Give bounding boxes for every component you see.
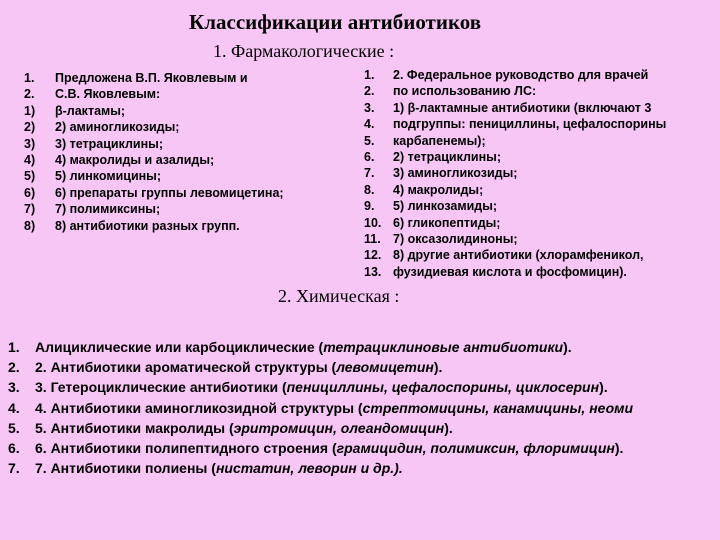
list-item	[8, 418, 633, 438]
item-number: 5.	[8, 419, 20, 436]
item-text: 8) антибиотики разных групп.	[55, 218, 240, 233]
item-text: 5) линкозамиды;	[393, 199, 498, 214]
item-number: 11.	[364, 232, 381, 247]
list-item	[8, 398, 633, 418]
list-item	[24, 103, 284, 119]
list-item	[364, 165, 666, 181]
list-item	[364, 215, 666, 231]
item-text-regular: 7. Антибиотики полиены (	[35, 460, 216, 477]
list-item	[364, 182, 666, 198]
item-number: 12.	[364, 248, 382, 263]
item-text-regular: 4. Антибиотики аминогликозидной структуры (	[35, 399, 363, 416]
list-item	[364, 67, 666, 83]
item-text: 5) линкомицины;	[55, 169, 162, 184]
item-text-end: ).	[614, 440, 624, 457]
item-text-regular: 5. Антибиотики макролиды (	[35, 419, 234, 436]
item-text-regular: Алициклические или карбоциклические (	[35, 339, 324, 355]
list-item	[24, 119, 284, 135]
list-item	[364, 133, 666, 149]
list-item	[364, 264, 666, 280]
item-text-regular: 3. Гетероциклические антибиотики (	[35, 379, 287, 396]
item-text: 1) β-лактамные антибиотики (включают 3	[393, 100, 652, 115]
list-item	[364, 247, 666, 263]
item-text	[35, 377, 608, 397]
item-text-italic: стрептомицины, канамицины, неоми	[362, 399, 634, 416]
item-number: 6)	[24, 185, 36, 200]
item-text-italic: эритромицин, олеандомицин	[233, 419, 445, 436]
item-number: 2.	[364, 84, 375, 99]
item-number: 3.	[8, 379, 20, 396]
list-item	[24, 218, 284, 234]
list-item	[8, 377, 633, 397]
item-number: 3)	[24, 136, 36, 151]
item-text: фузидиевая кислота и фосфомицин).	[393, 264, 627, 279]
list-item	[364, 83, 666, 99]
item-text: 4) макролиды и азалиды;	[55, 153, 215, 168]
item-number: 1)	[24, 103, 36, 118]
item-text: по использованию ЛС:	[393, 84, 537, 99]
item-text: 6) гликопептиды;	[393, 215, 501, 230]
item-number: 5)	[24, 169, 36, 184]
item-number: 6.	[8, 440, 20, 457]
chemical-classification-list	[8, 337, 633, 478]
item-number: 1.	[8, 339, 20, 355]
item-number: 4.	[8, 399, 20, 416]
item-number: 1.	[364, 68, 375, 82]
list-item	[364, 198, 666, 214]
item-text: карбапенемы);	[393, 133, 486, 148]
list-item	[24, 136, 284, 152]
federal-guide-classification-list	[364, 67, 666, 280]
item-text: 2) тетрациклины;	[393, 150, 501, 165]
item-text: 3) аминогликозиды;	[393, 166, 518, 181]
item-text: С.В. Яковлевым:	[55, 87, 161, 102]
list-item	[364, 100, 666, 116]
item-text-end: ).	[444, 419, 453, 436]
list-item	[8, 357, 633, 377]
item-text: 2. Федеральное руководство для врачей	[393, 68, 649, 82]
item-number: 2.	[8, 359, 20, 376]
item-text	[35, 398, 633, 418]
list-item	[8, 337, 633, 357]
page-title: Классификации антибиотиков	[189, 10, 482, 34]
item-text: 6) препараты группы левомицетина;	[55, 185, 284, 200]
item-text	[35, 357, 442, 377]
list-item	[24, 168, 284, 184]
item-number: 7.	[8, 460, 20, 477]
item-number: 7.	[364, 166, 375, 181]
list-item	[364, 116, 666, 132]
item-text-end: ).	[599, 379, 608, 396]
section-chemical-heading: 2. Химическая :	[278, 286, 400, 306]
item-number: 4)	[24, 153, 36, 168]
item-text	[35, 337, 572, 357]
item-text-regular: 2. Антибиотики ароматической структуры (	[35, 359, 337, 376]
item-text	[35, 438, 623, 458]
list-item	[24, 201, 284, 217]
item-number: 4.	[364, 117, 375, 132]
item-text	[35, 418, 453, 438]
list-item	[8, 438, 633, 458]
list-item	[24, 152, 284, 168]
list-item	[364, 149, 666, 165]
item-text-regular: 6. Антибиотики полипептидного строения (	[35, 440, 337, 457]
item-text-italic: грамицидин, полимиксин, флоримицин	[336, 440, 615, 457]
item-text: 3) тетрациклины;	[55, 136, 163, 151]
item-number: 13.	[364, 264, 382, 279]
section-pharmacological-heading: 1. Фармакологические :	[213, 41, 395, 61]
list-item	[24, 86, 284, 102]
item-number: 1.	[24, 71, 35, 85]
item-number: 5.	[364, 133, 375, 148]
item-number: 3.	[364, 100, 375, 115]
item-text: 7) полимиксины;	[55, 202, 161, 217]
item-number: 6.	[364, 150, 375, 165]
item-text-end: ).	[563, 339, 572, 355]
list-item	[24, 185, 284, 201]
item-text-italic: тетрациклиновые антибиотики	[323, 339, 564, 355]
item-text-italic: левомицетин	[336, 359, 434, 376]
item-number: 8)	[24, 218, 36, 233]
item-number: 2)	[24, 120, 36, 135]
item-text: 7) оксазолидиноны;	[393, 232, 518, 247]
item-text: Предложена В.П. Яковлевым и	[55, 71, 248, 85]
item-text: 8) другие антибиотики (хлорамфеникол,	[393, 248, 644, 263]
item-text: 4) макролиды;	[393, 182, 484, 197]
item-text: β-лактамы;	[55, 103, 126, 118]
list-item	[8, 458, 633, 478]
item-text-end: ).	[433, 359, 443, 376]
item-number: 8.	[364, 182, 375, 197]
list-item	[364, 231, 666, 247]
item-text: подгруппы: пенициллины, цефалоспорины	[393, 117, 667, 132]
item-number: 2.	[24, 87, 35, 102]
item-text-italic: нистатин, леворин и др.).	[215, 460, 403, 477]
list-item	[24, 70, 284, 86]
item-text	[35, 458, 403, 478]
yakovlev-classification-list	[24, 70, 284, 234]
item-text: 2) аминогликозиды;	[55, 120, 180, 135]
item-number: 9.	[364, 199, 375, 214]
item-number: 10.	[364, 215, 382, 230]
item-text-italic: пенициллины, цефалоспорины, циклосерин	[286, 379, 600, 396]
item-number: 7)	[24, 202, 36, 217]
